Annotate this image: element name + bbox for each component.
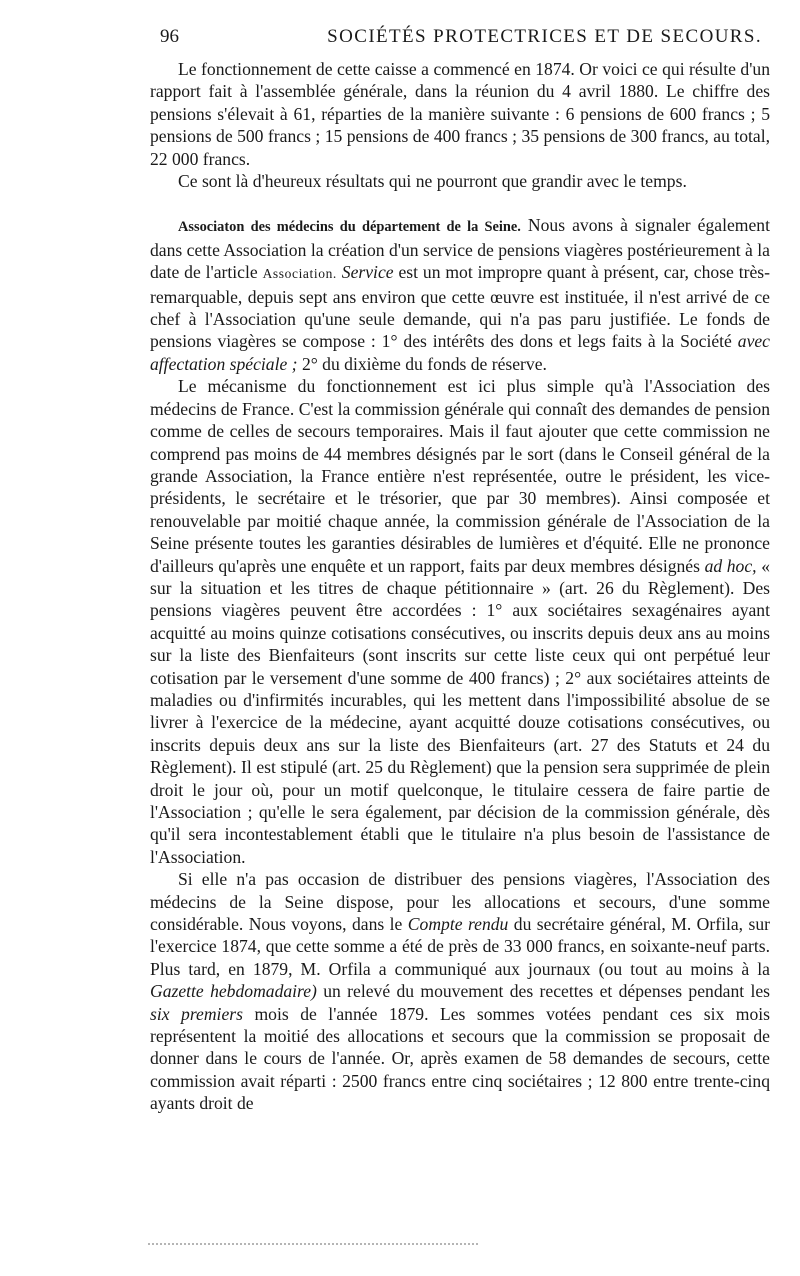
text-run: du secrétaire général, M. Orfila, sur l'exercice 1874, que cette somme a été de près de 33 000 francs, en soixante-neuf parts. Plus tard, en 1879, M. Orfila a communiqué aux journaux (ou tout au moins à la	[150, 914, 771, 979]
text-run: Le mécanisme du fonctionnement est ici plus simple qu'à l'Association des médecins de France. C'est la commission générale qui connaît des demandes de pension comme de celles de secours temporaires. Mais il faut ajouter que cette commission ne comprend pas moins de 44 membres désignés par le sort (dans le Conseil général de la grande Association, la France entière n'est représentée, outre le président, les vice-présidents, le secrétaire et le trésorier, que par 30 membres). Ainsi composée et renouvelable par moitié chaque année, la commission générale de l'Association de la Seine présente toutes les garanties désirables de lumières et d'équité. Elle ne prononce d'ailleurs qu'après une enquête et un rapport, faits par deux membres désignés	[150, 376, 770, 576]
paragraph-seine-association	[150, 214, 770, 375]
bleed-through-mark	[148, 1243, 478, 1248]
paragraph-allocations	[150, 868, 770, 1114]
text-run: est un mot impropre quant à présent, car, chose très-remarquable, depuis sept ans environ que cette œuvre est instituée, il n'est arrivé de ce chef à l'Association qu'une seule demande, qui n'a pas paru justifiée. Le fonds de pensions viagères se compose : 1° des intérêts des dons et legs faits à la Société	[150, 262, 770, 352]
text-run: mois de l'année 1879. Les sommes votées pendant ces six mois représentent la moitié des allocations et secours que la commission se proposait de donner dans le cours de l'année. Or, après examen de 58 demandes de secours, cette commission avait réparti : 2500 francs entre cinq sociétaires ; 12 800 entre trente-cinq ayants droit de	[150, 1003, 770, 1114]
text-run: 2° du dixième du fonds de réserve.	[301, 353, 547, 374]
text-run: « sur la situation et les titres de chaque pétitionnaire » (art. 26 du Règlement). Des pensions viagères peuvent être accordées : 1° aux sociétaires sexagénaires ayant acquitté au moins quinze cotisations consécutives, ou inscrits depuis deux ans au moins sur la liste des Bienfaiteurs (sont inscrits sur cette liste ceux qui ont perpétué leur cotisation par le versement d'une somme de 400 francs) ; 2° aux sociétaires atteints de maladies ou d'infirmités incurables, qui les mettent dans l'impossibilité absolue de se livrer à l'exercice de la médecine, ayant acquitté douze cotisations consécutives, ou inscrits depuis deux ans sur la liste des Bienfaiteurs (art. 27 des Statuts et 24 du Règlement). Il est stipulé (art. 25 du Règlement) que la pension sera supprimée de plein droit le jour où, pour un motif quelconque, le titulaire cessera de faire partie de l'Association ; qu'elle le sera également, par décision de la commission générale, dès qu'il sera incontestablement établi que le titulaire n'a plus besoin de l'assistance de l'Association.	[150, 555, 770, 867]
small-caps-reference: Association.	[262, 266, 337, 282]
paragraph-mechanism	[150, 375, 770, 868]
italic-term: six premiers	[150, 1003, 243, 1024]
page-body	[150, 58, 770, 1115]
italic-term: Service	[341, 262, 394, 283]
section-gap	[150, 192, 770, 214]
italic-term: ad hoc,	[704, 555, 757, 576]
text-run: Si elle n'a pas occasion de distribuer des pensions viagères, l'Association des médecins de la Seine dispose, pour les allocations et secours, d'une somme considérable. Nous voyons, dans le	[150, 869, 770, 935]
italic-term: Compte rendu	[407, 914, 509, 935]
text-run: un relevé du mouvement des recettes et dépenses pendant les	[323, 981, 770, 1002]
section-heading: Associaton des médecins du département de la Seine.	[178, 219, 521, 236]
italic-term: avec affectation spéciale ;	[150, 331, 770, 374]
paragraph-results: Ce sont là d'heureux résultats qui ne pourront que grandir avec le temps.	[178, 171, 687, 192]
page-number: 96	[160, 26, 179, 47]
running-header	[160, 26, 762, 48]
paragraph-pension-fund: Le fonctionnement de cette caisse a commencé en 1874. Or voici ce qui résulte d'un rapport fait à l'assemblée générale, dans la réunion du 4 avril 1880. Le chiffre des pensions s'élevait à 61, réparties de la manière suivante : 6 pensions de 600 francs ; 5 pensions de 500 francs ; 15 pensions de 400 francs ; 35 pensions de 300 francs, au total, 22 000 francs.	[150, 59, 770, 169]
italic-term: Gazette hebdomadaire)	[150, 981, 317, 1002]
text-run: Nous avons à signaler également dans cette Association la création d'un service de pensions viagères postérieurement à la date de l'article	[150, 215, 770, 283]
running-title: SOCIÉTÉS PROTECTRICES ET DE SECOURS.	[327, 26, 762, 47]
